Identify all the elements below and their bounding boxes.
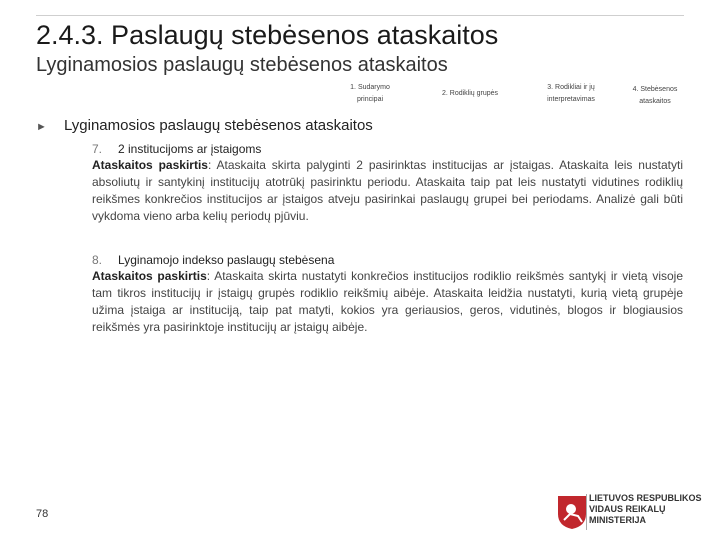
slide-subtitle: Lyginamosios paslaugų stebėsenos ataskaitos [36,54,448,76]
description-label: Ataskaitos paskirtis [92,158,208,172]
item-heading: Lyginamojo indekso paslaugų stebėsena [118,253,335,267]
item-description [92,268,683,336]
coat-of-arms-icon [556,494,588,530]
item-heading: 2 institucijoms ar įstaigoms [118,142,262,156]
step-navigation [340,82,700,106]
item-number: 7. [92,142,103,156]
step-2[interactable]: 2. Rodiklių grupės [441,90,499,97]
logo-divider [586,494,587,530]
title-rule [36,15,684,16]
description-text: : Ataskaita skirta palyginti 2 pasirinktas institucijas ar įstaigas. Ataskaita leis nustatyti absoliutų ir santykinį institucijų atotrūkį pasirinktu periodu. Ataskaita taip pat leis nustatyti vidutines rodiklių reikšmes konkrečios institucijos ar įstaigos atveju pasirinkai paslaugų grupei bei periodams. Analizė gali būti vykdoma vieno arba kelių periodų pjūviu. [92,158,683,223]
item-description [92,157,683,225]
description-text: : Ataskaita skirta nustatyti konkrečios institucijos rodiklio reikšmės santykį ir vietą visoje tam tikros institucijų ir įstaigų grupės rodiklio reikšmių aibėje. Ataskaita leidžia nustatyti, kurią vietą grupėje užima įstaiga ar instituciją, taip pat matyti, kokios yra geriausios, geros, vidutinės, blogos ir blogiausios reikšmės yra pasirinktoje institucijų ar įstaigų aibėje. [92,269,683,334]
step-1[interactable]: 1. Sudarymo principai [350,84,390,103]
section-title: Lyginamosios paslaugų stebėsenos ataskaitos [64,117,373,134]
slide-title: 2.4.3. Paslaugų stebėsenos ataskaitos [36,20,499,50]
ministry-name: LIETUVOS RESPUBLIKOS VIDAUS REIKALŲ MINISTERIJA [589,493,702,525]
description-label: Ataskaitos paskirtis [92,269,207,283]
step-4[interactable]: 4. Stebėsenos ataskaitos [632,86,678,105]
page-number: 78 [36,508,49,520]
item-number: 8. [92,253,103,267]
triangle-bullet-icon: ► [36,121,47,133]
step-3[interactable]: 3. Rodikliai ir jų interpretavimas [547,84,595,103]
